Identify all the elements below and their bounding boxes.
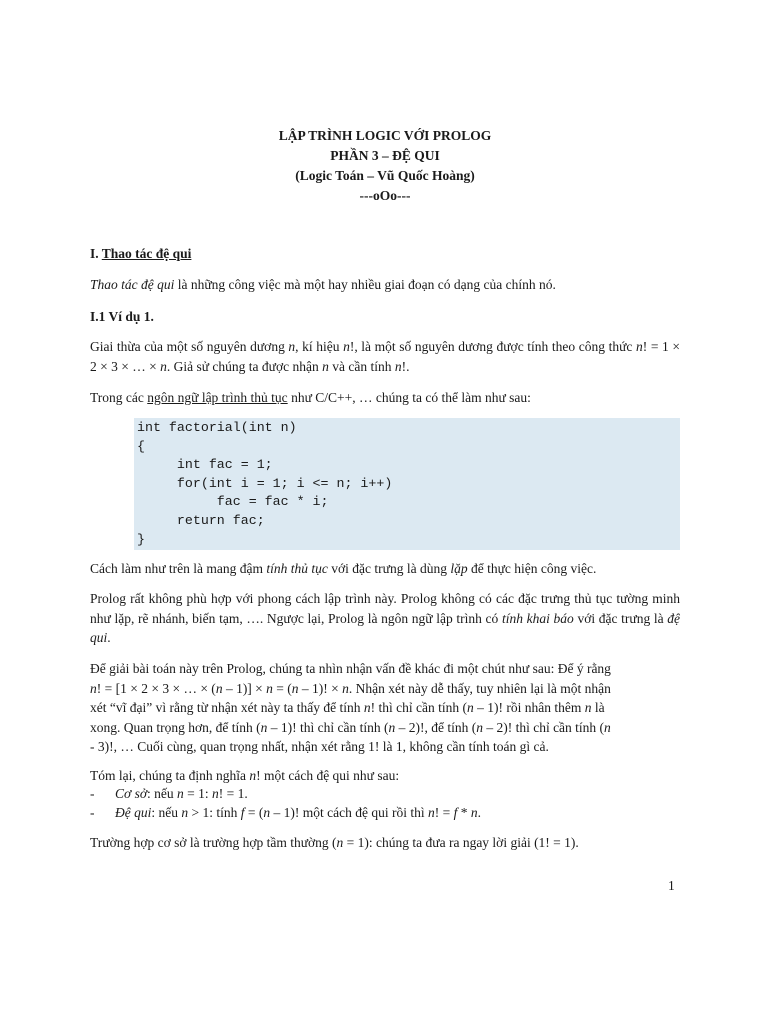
code-line: int factorial(int n) <box>137 420 297 435</box>
paragraph-line: Để giải bài toán này trên Prolog, chúng ta nhìn nhận vấn đề khác đi một chút như sau: Để ý rằng <box>90 661 611 676</box>
document-header <box>90 126 680 206</box>
paragraph-procedural: Trong các ngôn ngữ lập trình thủ tục như C/C++, … chúng ta có thể làm như sau: <box>90 390 531 405</box>
paragraph-summary: Tóm lại, chúng ta định nghĩa n! một cách đệ qui như sau: <box>90 768 400 783</box>
document-part: PHẦN 3 – ĐỆ QUI <box>330 148 440 163</box>
document-title: LẬP TRÌNH LOGIC VỚI PROLOG <box>278 128 492 143</box>
bullet-dash: - <box>90 805 95 820</box>
paragraph-definition: Thao tác đệ qui là những công việc mà một hay nhiều giai đoạn có dạng của chính nó. <box>90 277 556 292</box>
paragraph-line: - 3)!, … Cuối cùng, quan trọng nhất, nhận xét rằng 1! là 1, không cần tính toán gì cả. <box>90 739 549 754</box>
term-italic: Thao tác đệ qui <box>90 277 175 292</box>
code-line: { <box>137 438 145 454</box>
page-number: 1 <box>668 878 675 893</box>
section-title: Thao tác đệ qui <box>101 246 192 261</box>
paragraph-base-case: Trường hợp cơ sở là trường hợp tầm thường (n = 1): chúng ta đưa ra ngay lời giải (1! = 1). <box>90 835 579 850</box>
paragraph-line: xong. Quan trọng hơn, để tính (n – 1)! thì chỉ cần tính (n – 2)!, để tính (n – 2)! thì chỉ cần tính (n <box>90 719 611 735</box>
section-heading <box>90 244 680 264</box>
code-line: return fac; <box>137 512 265 528</box>
document-author: (Logic Toán – Vũ Quốc Hoàng) <box>295 168 475 183</box>
bullet-dash: - <box>90 786 95 801</box>
code-block <box>134 418 680 550</box>
paragraph-line: n! = [1 × 2 × 3 × … × (n – 1)] × n = (n – 1)! × n. Nhận xét này dễ thấy, tuy nhiên lại là một nhận <box>90 680 611 696</box>
paragraph-solve <box>90 659 680 757</box>
paragraph-prolog: Prolog rất không phù hợp với phong cách lập trình này. Prolog không có các đặc trưng thủ tục tường minh như lặp, rẽ nhánh, biến tạm, …. Ngược lại, Prolog là ngôn ngữ lập trình có tính khai báo với đặc trưng là đệ qui. <box>90 591 681 645</box>
example-heading: I.1 Ví dụ 1. <box>90 309 154 324</box>
paragraph-procedural-style: Cách làm như trên là mang đậm tính thủ tục với đặc trưng là dùng lặp để thực hiện công việc. <box>90 561 597 576</box>
paragraph-line: xét “vĩ đại” vì rằng từ nhận xét này ta thấy để tính n! thì chỉ cần tính (n – 1)! rồi nhân thêm n là <box>90 700 605 715</box>
code-line: for(int i = 1; i <= n; i++) <box>137 475 393 491</box>
procedural-languages-link[interactable]: ngôn ngữ lập trình thủ tục <box>147 390 288 405</box>
header-separator: ---oOo--- <box>359 188 411 203</box>
section-number: I. <box>90 246 102 261</box>
code-line: int fac = 1; <box>137 457 273 473</box>
code-line: } <box>137 531 145 547</box>
code-line: fac = fac * i; <box>137 494 329 510</box>
paragraph-factorial: Giai thừa của một số nguyên dương n, kí hiệu n!, là một số nguyên dương được tính theo công thức n! = 1 × 2 × 3 × … × n. Giả sử chúng ta được nhận n và cần tính n!. <box>90 339 680 374</box>
